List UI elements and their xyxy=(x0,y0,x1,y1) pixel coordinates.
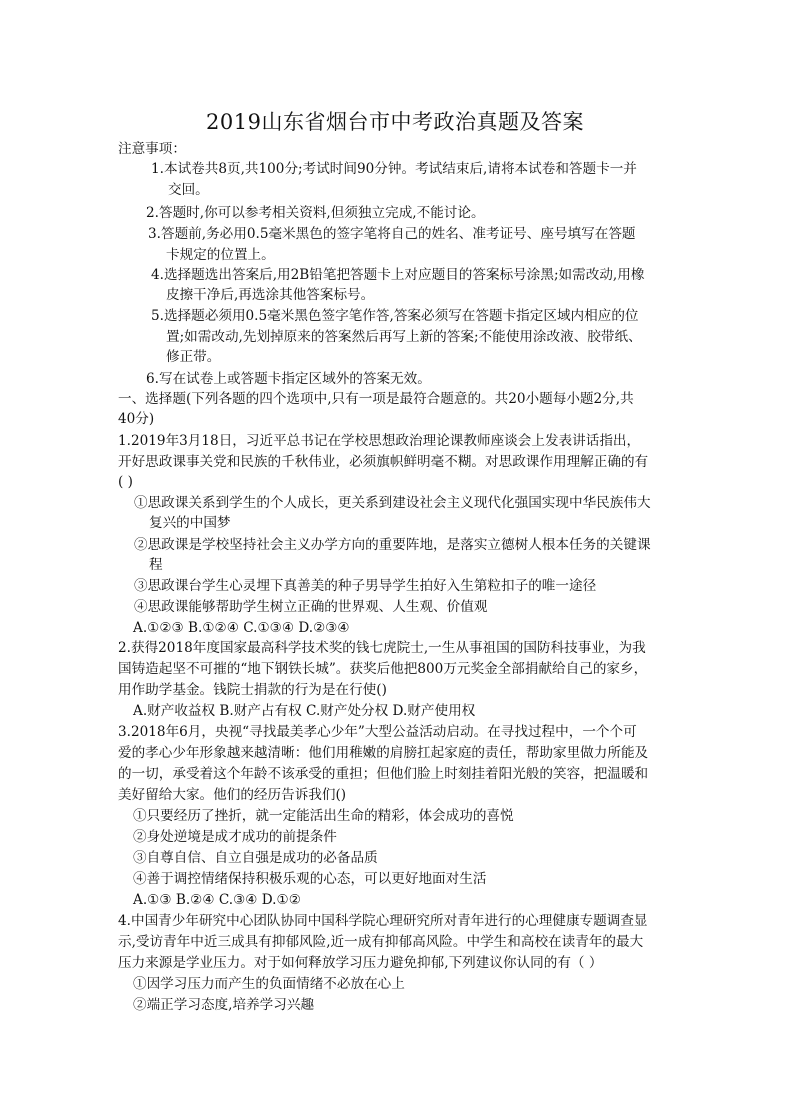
note-4-line-2: 皮擦干净后,再选涂其他答案标号。 xyxy=(166,287,375,303)
q1-options: A.①②③ B.①②④ C.①③④ D.②③④ xyxy=(133,620,350,636)
q4-item-1: ①因学习压力而产生的负面情绪不必放在心上 xyxy=(133,976,405,992)
note-5-line-2: 置;如需改动,先划掉原来的答案然后再写上新的答案;不能使用涂改液、胶带纸、 xyxy=(166,329,642,345)
q3-item-1: ①只要经历了挫折，就一定能活出生命的精彩，体会成功的喜悦 xyxy=(133,808,514,824)
q2-options: A.财产收益权 B.财产占有权 C.财产处分权 D.财产使用权 xyxy=(133,703,476,719)
q2-stem-line-3: 用作助学基金。钱院士捐款的行为是在行使() xyxy=(118,682,387,698)
note-3-line-1: 3.答题前,务必用0.5毫米黑色的签字笔将自己的姓名、准考证号、座号填写在答题 xyxy=(148,226,636,242)
q1-item-4: ④思政课能够帮助学生树立正确的世界观、人生观、价值观 xyxy=(134,599,488,615)
q3-options: A.①③ B.②④ C.③④ D.①② xyxy=(133,892,301,908)
q3-stem-line-4: 美好留给大家。他们的经历告诉我们() xyxy=(118,787,347,803)
q1-item-2-line-1: ②思政课是学校坚持社会主义办学方向的重要阵地，是落实立德树人根本任务的关键课 xyxy=(134,537,651,553)
note-2: 2.答题时,你可以参考相关资料,但须独立完成,不能讨论。 xyxy=(146,205,485,221)
note-5-line-3: 修正带。 xyxy=(166,349,221,365)
q1-stem-line-3: ( ) xyxy=(118,474,133,490)
q1-stem-line-2: 开好思政课事关党和民族的千秋伟业，必须旗帜鲜明毫不糊。对思政课作用理解正确的有 xyxy=(118,454,649,470)
notice-heading: 注意事项： xyxy=(118,141,186,157)
q2-stem-line-1: 2.获得2018年度国家最高科学技术奖的钱七虎院士,一生从事祖国的国防科技事业，为我 xyxy=(118,640,646,656)
note-3-line-2: 卡规定的位置上。 xyxy=(166,247,275,263)
q3-item-3: ③自尊自信、自立自强是成功的必备品质 xyxy=(133,850,378,866)
q1-item-3: ③思政课台学生心灵埋下真善美的种子男导学生拍好入生第粒扣子的唯一途径 xyxy=(134,578,597,594)
q1-item-1-line-2: 复兴的中国梦 xyxy=(149,515,231,531)
page-title: 2019山东省烟台市中考政治真题及答案 xyxy=(206,110,584,134)
note-1-line-1: 1.本试卷共8页,共100分;考试时间90分钟。考试结束后,请将本试卷和答题卡一并 xyxy=(151,161,637,177)
q4-item-2: ②端正学习态度,培养学习兴趣 xyxy=(133,997,315,1013)
q3-stem-line-2: 爱的孝心少年形象越来越清晰：他们用稚嫩的肩膀扛起家庭的责任，帮助家里做力所能及 xyxy=(118,745,649,761)
section-heading-line-1: 一、选择题(下列各题的四个选项中,只有一项是最符合题意的。共20小题每小题2分,共 xyxy=(118,391,634,407)
q1-item-1-line-1: ①思政课关系到学生的个人成长，更关系到建设社会主义现代化强国实现中华民族伟大 xyxy=(134,495,651,511)
q3-stem-line-3: 的一切，承受着这个年龄不该承受的重担；但他们脸上时刻挂着阳光般的笑容，把温暖和 xyxy=(118,766,649,782)
note-5-line-1: 5.选择题必须用0.5毫米黑色签字笔作答,答案必须写在答题卡指定区域内相应的位 xyxy=(151,308,639,324)
note-6: 6.写在试卷上或答题卡指定区域外的答案无效。 xyxy=(146,371,431,387)
note-4-line-1: 4.选择题选出答案后,用2B铅笔把答题卡上对应题目的答案标号涂黑;如需改动,用橡 xyxy=(151,267,645,283)
q3-item-2: ②身处逆境是成才成功的前提条件 xyxy=(133,829,337,845)
q4-stem-line-2: 示,受访青年中近三成具有抑郁风险,近一成有抑郁高风险。中学生和高校在读青年的最大 xyxy=(118,934,644,950)
note-1-line-2: 交回。 xyxy=(168,182,209,198)
q4-stem-line-3: 压力来源是学业压力。对于如何释放学习压力避免抑郁,下列建议你认同的有（ ） xyxy=(118,955,603,971)
section-heading-line-2: 40分) xyxy=(118,411,155,427)
q3-item-4: ④善于调控情绪保持积极乐观的心态，可以更好地面对生活 xyxy=(133,871,487,887)
q4-stem-line-1: 4.中国青少年研究中心团队协同中国科学院心理研究所对青年进行的心理健康专题调查显 xyxy=(118,913,648,929)
q2-stem-line-2: 国铸造起坚不可摧的“地下钢铁长城”。获奖后他把800万元奖金全部捐献给自己的家乡， xyxy=(118,661,648,677)
q3-stem-line-1: 3.2018年6月，央视“寻找最美孝心少年”大型公益活动启动。在寻找过程中，一个个可 xyxy=(118,724,637,740)
q1-stem-line-1: 1.2019年3月18日，习近平总书记在学校思想政治理论课教师座谈会上发表讲话指出， xyxy=(118,433,641,449)
q1-item-2-line-2: 程 xyxy=(149,557,163,573)
